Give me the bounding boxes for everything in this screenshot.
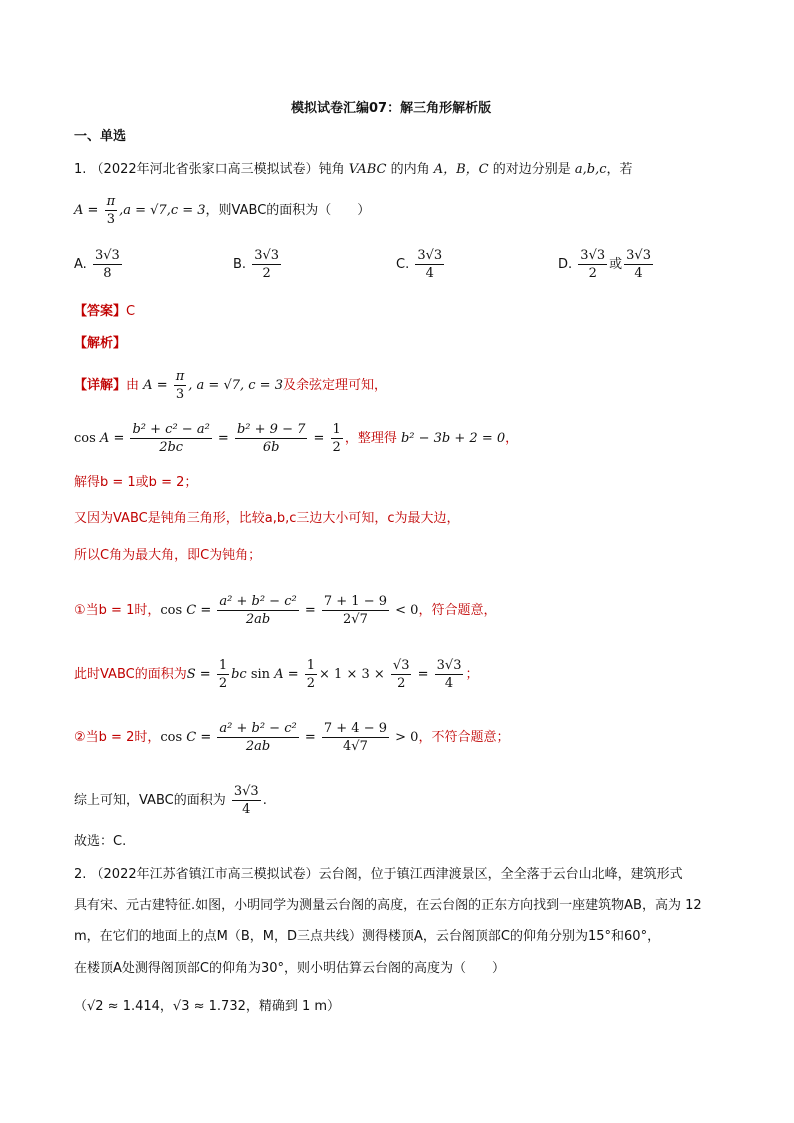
answer-tag: 【答案】 <box>74 304 127 319</box>
answer-line <box>74 302 135 322</box>
detail-line-10: 故选：C. <box>74 834 127 849</box>
option-a: A. $\frac{3√3}{8}$ <box>74 248 120 281</box>
option-d: D. $\frac{3√3}{2}$ 或 $\frac{3√3}{4}$ <box>558 248 651 281</box>
detail-line-1: 【详解】由 A = $\frac{\pi}{3}$ , a = √7, c = 3及余弦定理可知， <box>74 369 387 402</box>
option-c: C. $\frac{3√3}{4}$ <box>396 248 443 281</box>
q2-line-1: 2. （2022年江苏省镇江市高三模拟试卷）云台阁，位于镇江西津渡景区，全全落于云台山北峰，建筑形式 <box>74 867 683 882</box>
q2-line-2: 具有宋、元古建特征.如图，小明同学为测量云台阁的高度，在云台阁的正东方向找到一座建筑物AB，高为 12 <box>74 898 702 913</box>
detail-line-2: cos A = $\frac{\text{b² + c² − a²}}{2bc}$ = $\frac{\text{b² + 9 − 7}}{6b}$ = $\frac{1}{2}$ ，整理得 b² − 3b + 2 = 0， <box>74 422 519 455</box>
detail-line-4: 又因为VABC是钝角三角形，比较a,b,c三边大小可知，c为最大边， <box>74 511 460 526</box>
option-b: B. $\frac{3√3}{2}$ <box>233 248 280 281</box>
detail-line-3: 解得b = 1或b = 2； <box>74 475 198 490</box>
q2-line-5: （√2 ≈ 1.414，√3 ≈ 1.732，精确到 1 m） <box>74 999 341 1014</box>
q1-condition-line: A = $\frac{\pi}{3}$ ,a = √7,c = 3，则VABC的面积为（ ） <box>74 194 371 227</box>
analysis-tag: 【解析】 <box>74 336 127 351</box>
q1-source: （2022年河北省张家口高三模拟试卷） <box>90 162 319 177</box>
detail-line-9: 综上可知，VABC的面积为 $\frac{3√3}{4}$ . <box>74 784 267 817</box>
detail-line-8: ②当b = 2时，cos C = $\frac{\text{a² + b² − c²}}{2ab}$ = $\frac{7 + 4 - 9}{4√7}$ > 0，不符合题意； <box>74 721 510 754</box>
detail-line-6: ①当b = 1时，cos C = $\frac{\text{a² + b² − c²}}{2ab}$ = $\frac{7 + 1 - 9}{2√7}$ < 0，符合题意， <box>74 594 497 627</box>
section-heading: 一、单选 <box>74 129 127 144</box>
q1-number: 1. <box>74 162 87 177</box>
detail-line-7: 此时VABC的面积为S = $\frac{1}{2}$ bc sin A = $\frac{1}{2}$ × 1 × 3 × $\frac{√3}{2}$ = $\frac{3√3}{4}$ ； <box>74 658 479 691</box>
doc-title: 模拟试卷汇编07：解三角形解析版 <box>291 101 492 116</box>
q2-line-4: 在楼顶A处测得阁顶部C的仰角为30°，则小明估算云台阁的高度为（ ） <box>74 961 506 976</box>
detail-line-5: 所以C角为最大角，即C为钝角； <box>74 548 262 563</box>
q2-line-3: m，在它们的地面上的点M（B，M，D三点共线）测得楼顶A，云台阁顶部C的仰角分别为15°和60°， <box>74 929 661 944</box>
q1-stem-line: 1. （2022年河北省张家口高三模拟试卷）钝角 VABC 的内角 A，B，C 的对边分别是 a,b,c，若 <box>74 162 633 177</box>
answer-value: C <box>126 304 136 319</box>
q1-ask: ，则VABC的面积为（ ） <box>205 203 371 218</box>
